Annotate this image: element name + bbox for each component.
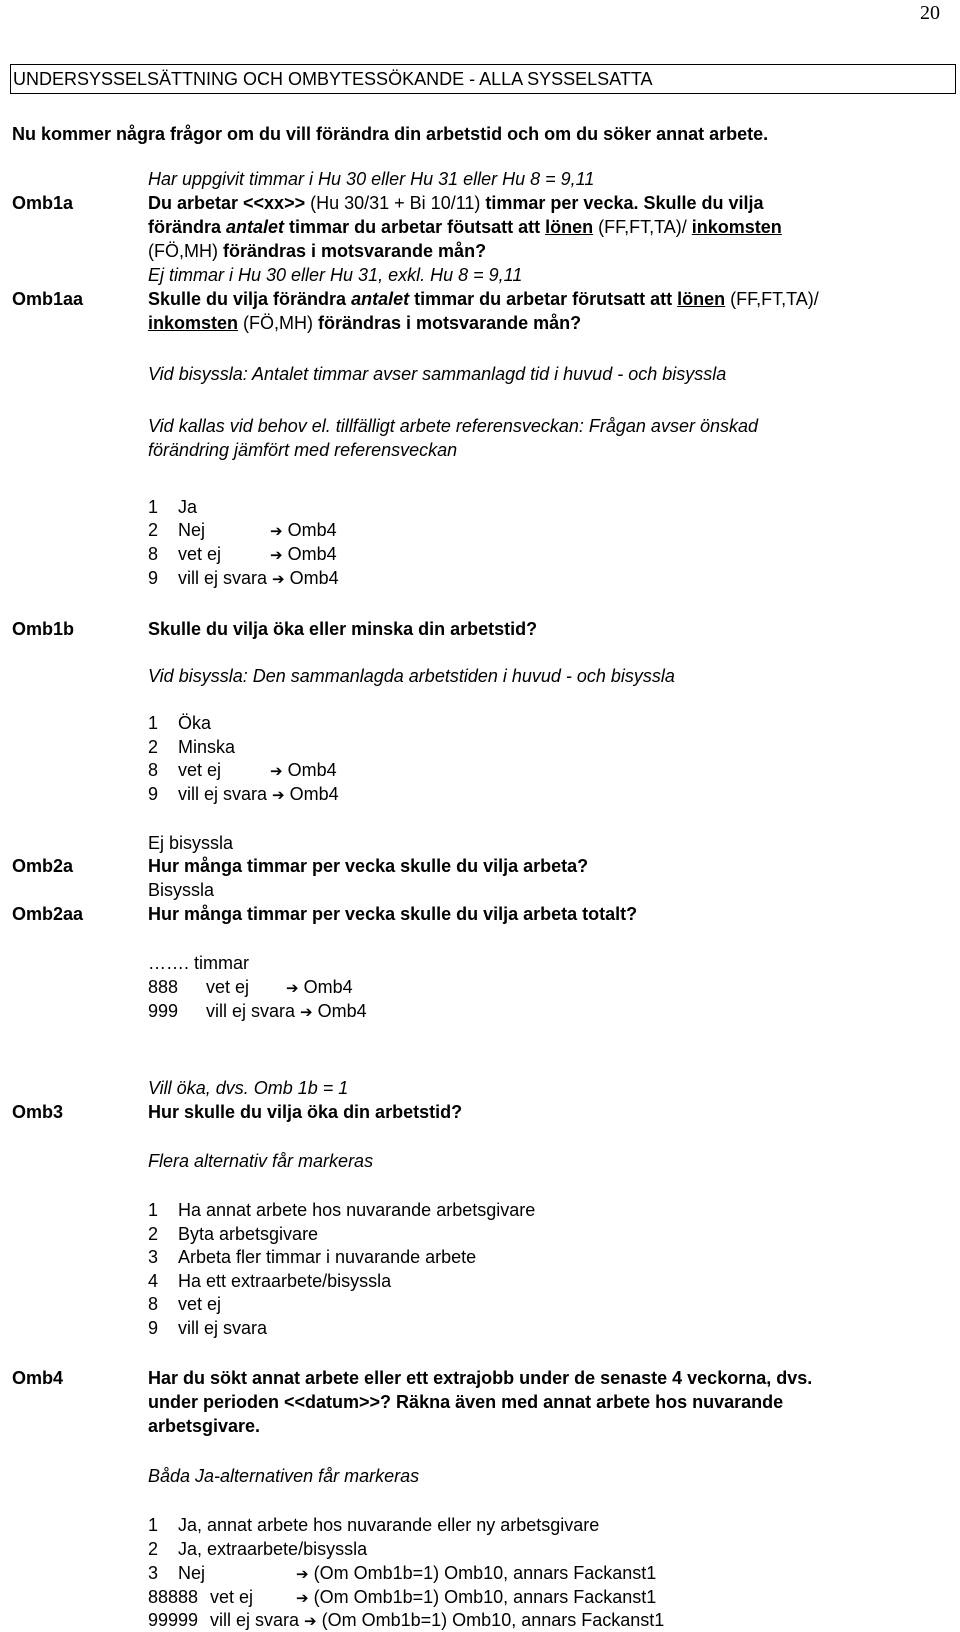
option-text: vet ej [206,977,250,997]
omb2-option [148,977,353,998]
option-text: vet ej [178,760,222,780]
q-text: timmar per vecka. Skulle du vilja [485,193,764,213]
option-text: vill ej svara [178,568,268,588]
option-text: Ja [178,497,198,517]
option-text: Ha ett extraarbete/bisyssla [178,1271,392,1291]
option-code: 8 [148,760,159,780]
option-text: vill ej svara [210,1610,300,1630]
omb4-question-line3: arbetsgivare. [148,1416,261,1436]
omb3-option [148,1247,476,1268]
option-goto: (Om Omb1b=1) Omb10, annars Fackanst1 [321,1610,665,1630]
omb2-option [148,1001,367,1022]
omb1b-question: Skulle du vilja öka eller minska din arbetstid? [148,619,538,639]
option-code: 99999 [148,1610,199,1630]
q-text: förändras i motsvarande mån? [222,241,487,261]
omb1a-question-line1 [148,193,764,214]
option-text: vill ej svara [178,784,268,804]
q-text: timmar du arbetar förutsatt att [409,289,678,309]
option-text: Arbeta fler timmar i nuvarande arbete [178,1247,477,1267]
omb1aa-question-line1 [148,289,819,310]
option-code: 9 [148,568,159,588]
option-goto: Omb4 [287,760,337,780]
omb2a-condition: Ej bisyssla [148,833,234,853]
arrow-icon: ➔ [272,787,285,804]
omb2a-question: Hur många timmar per vecka skulle du vilja arbeta? [148,856,589,876]
omb1-note-bisyssla: Vid bisyssla: Antalet timmar avser sammanlagd tid i huvud - och bisyssla [148,364,727,384]
omb1-note-line2: förändring jämfört med referensveckan [148,440,458,460]
omb1aa-question-line2 [148,313,581,334]
option-code: 88888 [148,1587,199,1607]
arrow-icon: ➔ [270,523,283,540]
omb3-note: Flera alternativ får markeras [148,1151,374,1171]
arrow-icon: ➔ [296,1590,309,1607]
omb1b-option [148,713,211,734]
q-ref: (FF,FT,TA)/ [593,217,692,237]
option-text: vet ej [178,1294,222,1314]
option-goto: Omb4 [317,1001,367,1021]
option-code: 9 [148,1318,159,1338]
option-text: Minska [178,737,236,757]
omb4-note: Båda Ja-alternativen får markeras [148,1466,420,1486]
q-ref: (FÖ,MH) [238,313,319,333]
option-code: 999 [148,1001,179,1021]
q-emph: antalet [226,217,285,237]
option-code: 2 [148,737,159,757]
option-code: 1 [148,1200,159,1220]
q-underlined: lönen [677,289,726,309]
omb4-option [148,1539,367,1560]
q-text: förändra [148,217,227,237]
option-text: vill ej svara [206,1001,296,1021]
option-goto: Omb4 [287,520,337,540]
option-text: vet ej [178,544,222,564]
q-underlined: inkomsten [148,313,239,333]
option-goto: Omb4 [289,784,339,804]
omb1b-option [148,760,337,781]
omb4-option [148,1610,664,1631]
option-goto: Omb4 [303,977,353,997]
option-code: 8 [148,544,159,564]
option-code: 888 [148,977,179,997]
option-code: 3 [148,1247,159,1267]
q-underlined: lönen [545,217,594,237]
label-omb1b: Omb1b [12,619,75,639]
option-code: 1 [148,497,159,517]
arrow-icon: ➔ [286,980,299,997]
option-text: vill ej svara [178,1318,268,1338]
label-omb1a: Omb1a [12,193,74,213]
omb4-option [148,1587,656,1608]
omb3-option [148,1318,267,1339]
omb3-question: Hur skulle du vilja öka din arbetstid? [148,1102,463,1122]
omb1-option [148,497,197,518]
omb3-option [148,1200,535,1221]
option-text: Öka [178,713,212,733]
intro-text: Nu kommer några frågor om du vill förändra din arbetstid och om du söker annat arbete. [12,124,769,144]
option-code: 2 [148,1539,159,1559]
omb4-option [148,1515,599,1536]
arrow-icon: ➔ [272,571,285,588]
page-number: 20 [920,2,940,24]
omb1-note-line1: Vid kallas vid behov el. tillfälligt arbete referensveckan: Frågan avser önskad [148,416,758,436]
omb1b-option [148,737,235,758]
arrow-icon: ➔ [304,1613,317,1630]
omb1b-option [148,784,339,805]
omb3-option [148,1224,318,1245]
arrow-icon: ➔ [270,763,283,780]
option-text: Nej [178,520,206,540]
option-code: 1 [148,1515,159,1535]
omb1b-note: Vid bisyssla: Den sammanlagda arbetstiden i huvud - och bisyssla [148,666,675,686]
option-goto: (Om Omb1b=1) Omb10, annars Fackanst1 [313,1563,657,1583]
option-text: Ha annat arbete hos nuvarande arbetsgivare [178,1200,536,1220]
q-text: Skulle du vilja förändra [148,289,352,309]
omb4-option [148,1563,656,1584]
option-text: Nej [178,1563,206,1583]
omb1aa-condition: Ej timmar i Hu 30 eller Hu 31, exkl. Hu 8 = 9,11 [148,265,523,285]
q-ref: (Hu 30/31 + Bi 10/11) [310,193,486,213]
option-code: 1 [148,713,159,733]
q-ref: (FF,FT,TA)/ [725,289,819,309]
omb3-condition: Vill öka, dvs. Omb 1b = 1 [148,1078,349,1098]
option-text: Byta arbetsgivare [178,1224,319,1244]
q-ref: (FÖ,MH) [148,241,223,261]
option-code: 2 [148,1224,159,1244]
omb1-option [148,544,337,565]
q-text: förändras i motsvarande mån? [318,313,582,333]
option-code: 3 [148,1563,159,1583]
option-goto: Omb4 [289,568,339,588]
omb1-condition: Har uppgivit timmar i Hu 30 eller Hu 31 eller Hu 8 = 9,11 [148,169,595,189]
option-code: 9 [148,784,159,804]
q-text: Du arbetar <<xx>> [148,193,311,213]
q-underlined: inkomsten [691,217,782,237]
arrow-icon: ➔ [296,1566,309,1583]
omb1-option [148,568,339,589]
label-omb3: Omb3 [12,1102,64,1122]
label-omb4: Omb4 [12,1368,64,1388]
option-goto: (Om Omb1b=1) Omb10, annars Fackanst1 [313,1587,657,1607]
omb2aa-question: Hur många timmar per vecka skulle du vilja arbeta totalt? [148,904,638,924]
q-emph: antalet [351,289,410,309]
omb1-option [148,520,337,541]
option-text: vet ej [210,1587,254,1607]
option-text: Ja, extraarbete/bisyssla [178,1539,368,1559]
option-code: 2 [148,520,159,540]
q-text: timmar du arbetar föutsatt att [284,217,546,237]
option-goto: Omb4 [287,544,337,564]
section-header [10,64,956,94]
omb3-option [148,1294,221,1315]
arrow-icon: ➔ [300,1004,313,1021]
omb2-hours: ……. timmar [148,953,249,973]
arrow-icon: ➔ [270,547,283,564]
label-omb1aa: Omb1aa [12,289,84,309]
omb3-option [148,1271,391,1292]
label-omb2aa: Omb2aa [12,904,84,924]
option-text: Ja, annat arbete hos nuvarande eller ny arbetsgivare [178,1515,600,1535]
option-code: 8 [148,1294,159,1314]
omb1a-question-line3 [148,241,486,262]
omb4-question-line2: under perioden <<datum>>? Räkna även med annat arbete hos nuvarande [148,1392,784,1412]
section-header-text: UNDERSYSSELSÄTTNING OCH OMBYTESSÖKANDE - ALLA SYSSELSATTA [13,69,653,89]
label-omb2a: Omb2a [12,856,74,876]
omb1a-question-line2 [148,217,782,238]
omb2aa-condition: Bisyssla [148,880,215,900]
omb4-question-line1: Har du sökt annat arbete eller ett extrajobb under de senaste 4 veckorna, dvs. [148,1368,813,1388]
option-code: 4 [148,1271,159,1291]
